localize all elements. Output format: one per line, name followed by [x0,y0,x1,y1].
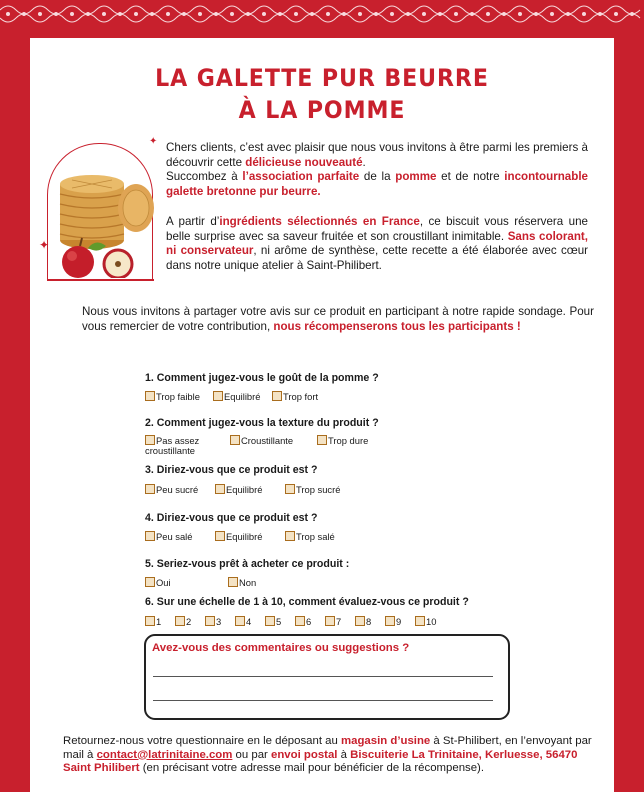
checkbox-icon[interactable] [205,616,215,626]
checkbox-option[interactable]: Pas assez croustillante [145,435,200,456]
checkbox-option[interactable]: Trop faible [145,391,200,402]
checkbox-option[interactable]: 9 [385,616,401,627]
comments-label: Avez-vous des commentaires ou suggestions ? [152,642,410,654]
checkbox-icon[interactable] [145,616,155,626]
checkbox-icon[interactable] [235,616,245,626]
checkbox-option[interactable]: Croustillante [230,435,293,446]
checkbox-option[interactable]: Peu salé [145,531,192,542]
checkbox-option[interactable]: 2 [175,616,191,627]
checkbox-option[interactable]: Trop dure [317,435,368,446]
comment-line[interactable] [153,700,493,701]
question-5: 5. Seriez-vous prêt à acheter ce produit : [145,558,350,570]
checkbox-icon[interactable] [215,531,225,541]
checkbox-option[interactable]: 5 [265,616,281,627]
email-link[interactable]: contact@latrinitaine.com [96,748,233,761]
checkbox-option[interactable]: Non [228,577,256,588]
checkbox-option[interactable]: Equilibré [215,484,262,495]
checkbox-icon[interactable] [230,435,240,445]
checkbox-option[interactable]: 6 [295,616,311,627]
checkbox-icon[interactable] [415,616,425,626]
sparkle-icon: ✦ [149,136,158,147]
question-6: 6. Sur une échelle de 1 à 10, comment évaluez-vous ce produit ? [145,596,469,608]
checkbox-option[interactable]: 4 [235,616,251,627]
question-2: 2. Comment jugez-vous la texture du produit ? [145,417,379,429]
comment-line[interactable] [153,676,493,677]
checkbox-icon[interactable] [175,616,185,626]
checkbox-icon[interactable] [145,435,155,445]
checkbox-icon[interactable] [145,484,155,494]
lace-border [0,0,644,30]
checkbox-icon[interactable] [385,616,395,626]
biscuit-side [118,184,154,232]
flyer-sheet [30,38,614,792]
checkbox-option[interactable]: 7 [325,616,341,627]
question-3: 3. Diriez-vous que ce produit est ? [145,464,318,476]
page-title-line1: LA GALETTE PUR BEURRE [155,64,489,92]
page-title-line2: À LA POMME [238,96,406,124]
checkbox-icon[interactable] [145,391,155,401]
checkbox-icon[interactable] [145,531,155,541]
question-1: 1. Comment jugez-vous le goût de la pomme ? [145,372,379,384]
comments-box[interactable] [144,634,510,720]
intro-paragraph-2: A partir d’ingrédients sélectionnés en France, ce biscuit vous réservera une belle surprise avec sa saveur fruitée et son croustillant inimitable. Sans colorant, ni conservateur, ni arôme de synthèse, cette recette a été élaborée avec cœur dans notre unique atelier à Saint-Philibert. [166,215,589,272]
biscuit-apple-image [50,150,154,278]
invite-paragraph: Nous vous invitons à partager votre avis sur ce produit en participant à notre rapide sondage. Pour vous remercier de votre contribution, nous récompenserons tous les participants ! [82,305,594,333]
intro-paragraph-1: Chers clients, c’est avec plaisir que nous vous invitons à être parmi les premiers à découvrir cette délicieuse nouveauté. Succombez à l’association parfaite de la pomme et de notre incontournable galette bretonne pur beurre. [166,141,588,198]
arch-base-line [47,279,154,281]
checkbox-icon[interactable] [355,616,365,626]
checkbox-icon[interactable] [213,391,223,401]
checkbox-icon[interactable] [285,484,295,494]
checkbox-option[interactable]: 3 [205,616,221,627]
checkbox-icon[interactable] [145,577,155,587]
checkbox-option[interactable]: 1 [145,616,161,627]
checkbox-option[interactable]: Equilibré [213,391,260,402]
checkbox-option[interactable]: 8 [355,616,371,627]
checkbox-icon[interactable] [215,484,225,494]
checkbox-option[interactable]: Equilibré [215,531,262,542]
biscuit-stack [60,175,124,249]
checkbox-icon[interactable] [285,531,295,541]
checkbox-option[interactable]: Oui [145,577,171,588]
sparkle-icon: ✦ [39,238,50,252]
checkbox-icon[interactable] [228,577,238,587]
checkbox-option[interactable]: Trop fort [272,391,318,402]
checkbox-option[interactable]: Peu sucré [145,484,198,495]
checkbox-option[interactable]: Trop sucré [285,484,340,495]
checkbox-option[interactable]: Trop salé [285,531,335,542]
checkbox-icon[interactable] [325,616,335,626]
checkbox-option[interactable]: 10 [415,616,436,627]
checkbox-icon[interactable] [295,616,305,626]
question-4: 4. Diriez-vous que ce produit est ? [145,512,318,524]
footer-paragraph: Retournez-nous votre questionnaire en le déposant au magasin d’usine à St-Philibert, en l’envoyant par mail à contact@latrinitaine.com ou par envoi postal à Biscuiterie La Trinitaine, Kerluesse, 56470 Saint Philibert (en précisant votre adresse mail pour bénéficier de la récompense). [63,735,592,775]
checkbox-icon[interactable] [317,435,327,445]
checkbox-icon[interactable] [272,391,282,401]
checkbox-icon[interactable] [265,616,275,626]
